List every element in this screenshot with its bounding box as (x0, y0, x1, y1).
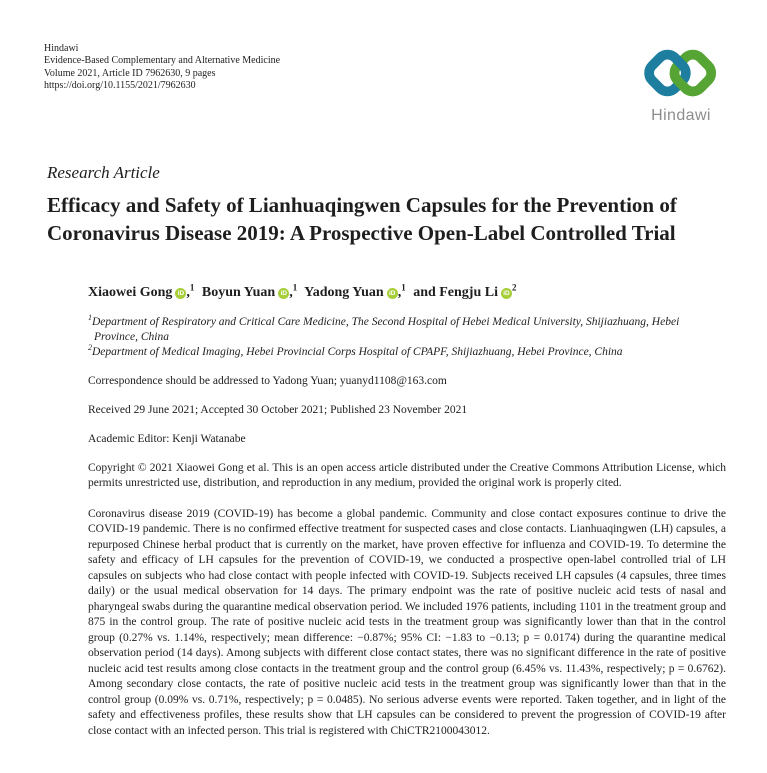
affiliation-text: Department of Respiratory and Critical Care Medicine, The Second Hospital of Hebei Medical University, Shijiazhuang, Hebei Province, China (92, 316, 680, 343)
orcid-icon[interactable]: iD (387, 288, 398, 299)
journal-name: Evidence-Based Complementary and Alternative Medicine (44, 55, 281, 67)
copyright-notice: Copyright © 2021 Xiaowei Gong et al. This is an open access article distributed under the Creative Commons Attribution License, which permits unrestricted use, distribution, and reproduction in any medium, provided the original work is properly cited. (88, 462, 726, 490)
academic-editor-line: Academic Editor: Kenji Watanabe (88, 433, 246, 445)
logo-wordmark: Hindawi (651, 107, 711, 124)
author-name: Boyun Yuan (201, 285, 276, 300)
publisher-name: Hindawi (44, 43, 79, 54)
affiliation-list (88, 315, 726, 360)
author-name: Xiaowei Gong (88, 285, 173, 300)
article-type-label: Research Article (47, 163, 160, 182)
article-meta (88, 284, 726, 739)
article-title: Efficacy and Safety of Lianhuaqingwen Capsules for the Prevention of Coronavirus Disease 2019: A Prospective Open-Label Controlled Trial (47, 193, 677, 245)
orcid-icon[interactable]: iD (278, 288, 289, 299)
author-affiliation-sup: 1 (189, 282, 195, 293)
author (88, 282, 195, 300)
affiliation-sup: 2 (88, 343, 92, 353)
author-name: Yadong Yuan (304, 285, 384, 300)
author-separator: , (186, 285, 190, 300)
affiliation (88, 345, 726, 360)
author-list (88, 284, 726, 302)
volume-line: Volume 2021, Article ID 7962630, 9 pages (44, 67, 216, 79)
author (413, 282, 517, 300)
hindawi-logo-icon (637, 40, 725, 106)
author-affiliation-sup: 1 (401, 282, 406, 293)
doi-link[interactable]: https://doi.org/10.1155/2021/7962630 (44, 79, 196, 91)
publication-info (44, 40, 280, 92)
orcid-icon[interactable]: iD (175, 288, 186, 299)
abstract-text: Coronavirus disease 2019 (COVID-19) has become a global pandemic. Community and close contact exposures continue to drive the COVID-19 pandemic. There is no confirmed effective treatment for suspected cases and close contacts. Lianhuaqingwen (LH) capsules, a repurposed Chinese herbal product that is currently on the market, have proven effective for influenza and COVID-19. To determine the safety and efficacy of LH capsules for the prevention of COVID-19, we conducted a prospective open-label controlled trial of LH capsules on subjects who had close contact with people infected with COVID-19. Subjects received LH capsules (4 capsules, three times daily) or the usual medical observation for 14 days. The primary endpoint was the rate of positive nucleic acid tests of nasal and pharyngeal swabs during the quarantine medical observation period. We included 1976 patients, including 1101 in the treatment group and 875 in the control group. The rate of positive nucleic acid tests in the treatment group was significantly lower than that in the control group (0.27% vs. 1.14%, respectively; mean difference: −0.87%; 95% CI: −1.83 to −0.13; p = 0.0174) during the quarantine medical observation period (14 days). Among subjects with different close contact states, there was no significant difference in the rate of positive nucleic acid test results among close contacts in the treatment group and the control group (6.45% vs. 11.43%, respectively; p = 0.6762). Among secondary close contacts, the rate of positive nucleic acid tests in the treatment group was significantly lower than that in the control group (0.09% vs. 0.71%, respectively; p = 0.0485). No serious adverse events were reported. Taken together, and in light of the safety and effectiveness profiles, these results show that LH capsules can be considered to prevent the progression of COVID-19 after close contact with an infected person. This trial is registered with ChiCTR2100043012. (88, 507, 726, 737)
author-separator: , (289, 285, 293, 300)
hindawi-logo (635, 40, 727, 125)
affiliation-text: Department of Medical Imaging, Hebei Provincial Corps Hospital of CPAPF, Shijiazhuang, Hebei Province, China (92, 346, 623, 358)
author (304, 282, 406, 300)
orcid-icon[interactable]: iD (501, 288, 512, 299)
author-affiliation-sup: 1 (292, 282, 298, 293)
affiliation-sup: 1 (88, 313, 92, 323)
correspondence-text: Correspondence should be addressed to Yadong Yuan; (88, 375, 340, 387)
author-separator: , (397, 285, 402, 300)
history-line: Received 29 June 2021; Accepted 30 October 2021; Published 23 November 2021 (88, 404, 468, 416)
affiliation (88, 315, 726, 345)
correspondence-email-link[interactable]: yuanyd1108@163.com (339, 375, 447, 387)
author-name: and Fengju Li (413, 285, 498, 300)
author-affiliation-sup: 2 (512, 282, 517, 293)
correspondence-line (88, 374, 726, 389)
author (201, 282, 298, 300)
page-header (0, 0, 767, 125)
